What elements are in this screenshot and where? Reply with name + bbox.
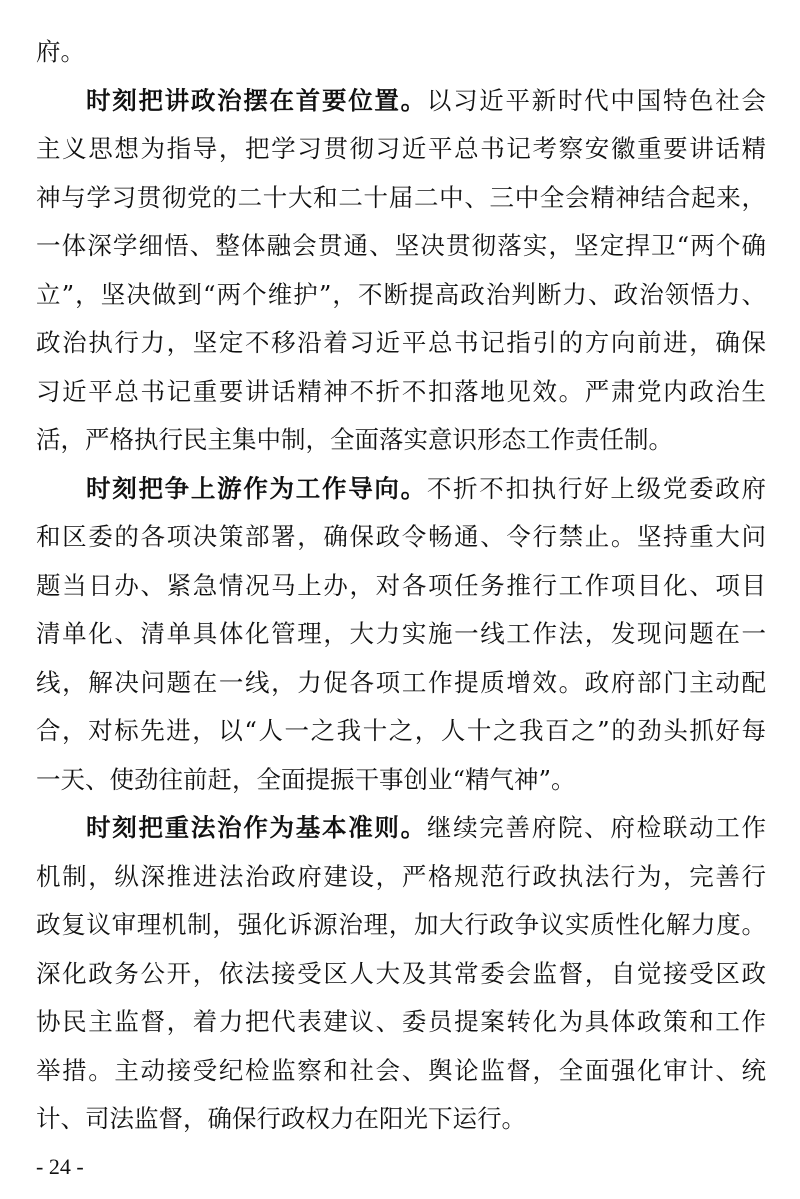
text-line: [36, 570, 766, 602]
line-text: 一天、使劲往前赶，全面提振干事创业“精气神”。: [36, 765, 576, 794]
text-line: [36, 764, 766, 796]
paragraph-heading-line: [86, 85, 766, 117]
text-line: [36, 133, 766, 165]
paragraph-heading-line: [86, 473, 766, 505]
line-text: 主义思想为指导，把学习贯彻习近平总书记考察安徽重要讲话精: [36, 134, 766, 163]
line-text: 政复议审理机制，强化诉源治理，加大行政争议实质性化解力度。: [36, 910, 766, 939]
line-text: 题当日办、紧急情况马上办，对各项任务推行工作项目化、项目: [36, 571, 766, 600]
line-text: 以习近平新时代中国特色社会: [426, 86, 766, 115]
line-text: 政治执行力，坚定不移沿着习近平总书记指引的方向前进，确保: [36, 328, 766, 357]
text-line: [36, 230, 766, 262]
line-text: 神与学习贯彻党的二十大和二十届二中、三中全会精神结合起来，: [36, 183, 766, 212]
line-text: 计、司法监督，确保行政权力在阳光下运行。: [36, 1104, 526, 1133]
text-line: [36, 667, 766, 699]
page-number: - 24 -: [36, 1154, 84, 1179]
line-text: 清单化、清单具体化管理，大力实施一线工作法，发现问题在一: [36, 619, 766, 648]
text-line: [36, 618, 766, 650]
text-line: [36, 182, 766, 214]
text-line: [36, 1103, 766, 1135]
line-text: 深化政务公开，依法接受区人大及其常委会监督，自觉接受区政: [36, 959, 766, 988]
text-line: [36, 715, 766, 747]
line-text: 府。: [36, 37, 85, 66]
line-text: 合，对标先进，以“人一之我十之，人十之我百之”的劲头抓好每: [36, 716, 766, 745]
line-text: 线，解决问题在一线，力促各项工作提质增效。政府部门主动配: [36, 668, 766, 697]
text-line: [36, 279, 766, 311]
text-line: [36, 376, 766, 408]
text-line: [36, 36, 766, 68]
paragraph-heading-line: [86, 812, 766, 844]
text-line: [36, 521, 766, 553]
text-line: [36, 958, 766, 990]
line-text: 和区委的各项决策部署，确保政令畅通、令行禁止。坚持重大问: [36, 522, 766, 551]
line-text: 一体深学细悟、整体融会贯通、坚决贯彻落实，坚定捍卫“两个确: [36, 231, 766, 260]
paragraph-heading: 时刻把争上游作为工作导向。: [86, 474, 427, 503]
line-text: 不折不扣执行好上级党委政府: [426, 474, 766, 503]
line-text: 活，严格执行民主集中制，全面落实意识形态工作责任制。: [36, 425, 673, 454]
line-text: 举措。主动接受纪检监察和社会、舆论监督，全面强化审计、统: [36, 1056, 766, 1085]
line-text: 协民主监督，着力把代表建议、委员提案转化为具体政策和工作: [36, 1007, 766, 1036]
line-text: 继续完善府院、府检联动工作: [426, 813, 766, 842]
line-text: 机制，纵深推进法治政府建设，严格规范行政执法行为，完善行: [36, 862, 766, 891]
text-line: [36, 861, 766, 893]
text-line: [36, 327, 766, 359]
paragraph-heading: 时刻把重法治作为基本准则。: [86, 813, 427, 842]
text-line: [36, 909, 766, 941]
line-text: 立”，坚决做到“两个维护”，不断提高政治判断力、政治领悟力、: [36, 280, 766, 309]
paragraph-heading: 时刻把讲政治摆在首要位置。: [86, 86, 427, 115]
text-line: [36, 1006, 766, 1038]
line-text: 习近平总书记重要讲话精神不折不扣落地见效。严肃党内政治生: [36, 377, 766, 406]
text-line: [36, 1055, 766, 1087]
text-line: [36, 424, 766, 456]
